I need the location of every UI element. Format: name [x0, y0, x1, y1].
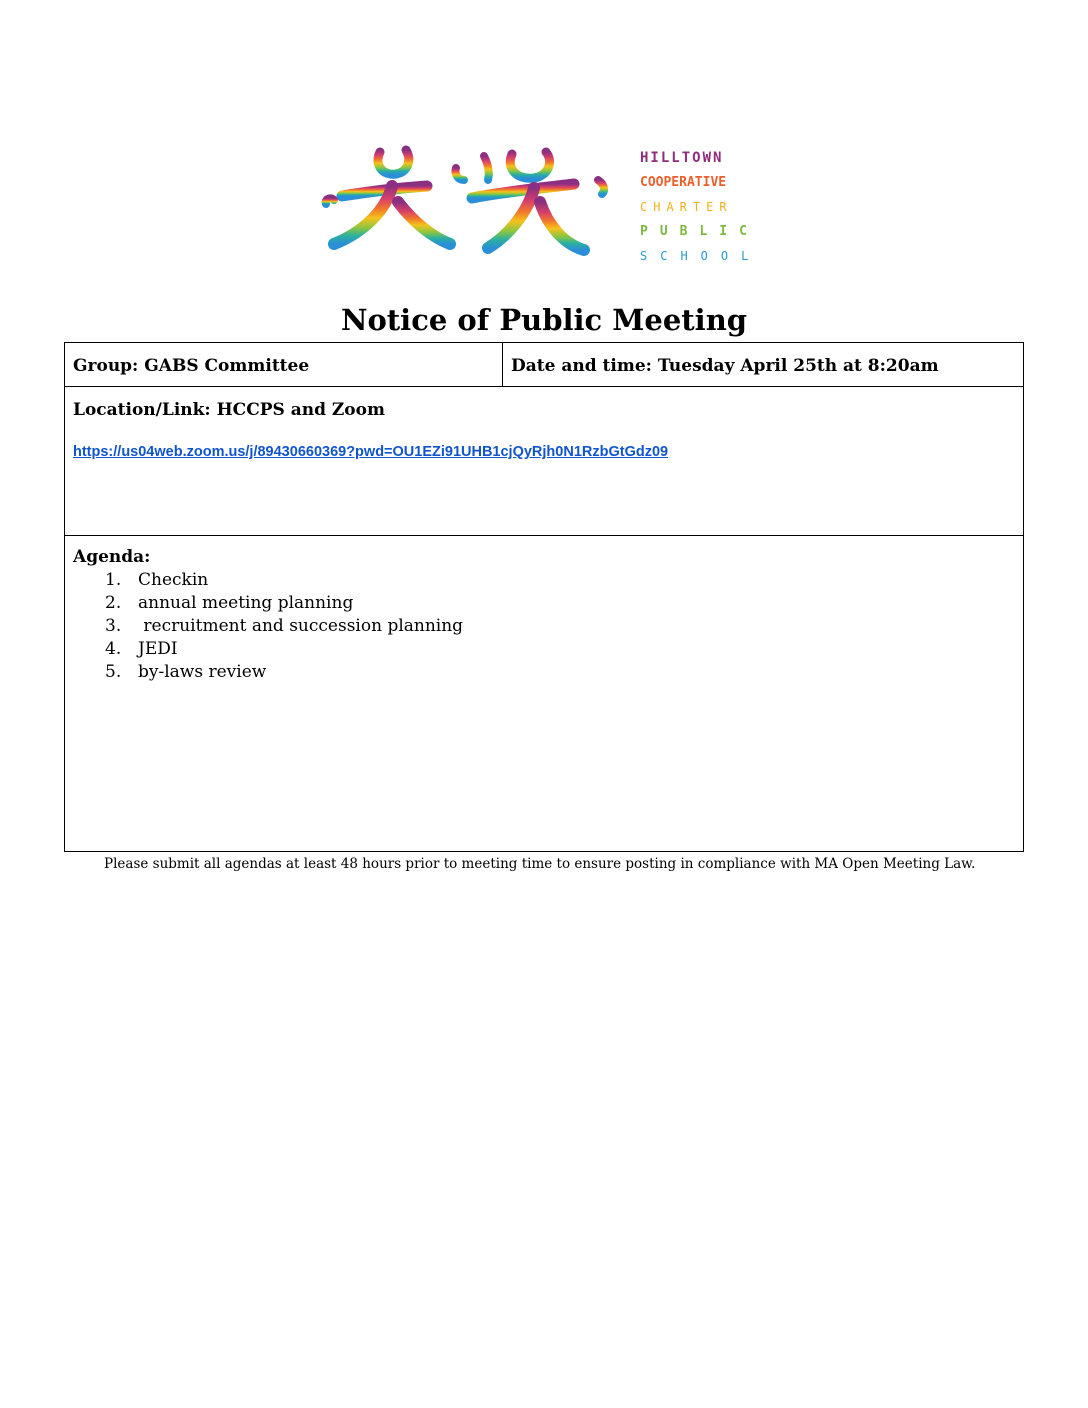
wordmark-line-4: PUBLIC: [640, 223, 759, 239]
meeting-details-table: [64, 342, 1024, 852]
list-item: [105, 661, 463, 684]
location-label: Location/Link: HCCPS and Zoom: [73, 400, 385, 420]
group-label: Group: GABS Committee: [73, 356, 310, 376]
agenda-text: Checkin: [138, 570, 209, 590]
zoom-link[interactable]: https://us04web.zoom.us/j/89430660369?pwd=OU1EZi91UHB1cjQyRjh0N1RzbGtGdz09: [73, 444, 669, 460]
table-row-group-date: [65, 343, 1023, 387]
agenda-number: 1.: [105, 570, 122, 590]
agenda-number: 5.: [105, 662, 122, 682]
school-wordmark: [640, 146, 782, 269]
agenda-text: recruitment and succession planning: [138, 616, 464, 636]
list-item: [105, 569, 463, 592]
agenda-number: 3.: [105, 616, 122, 636]
agenda-text: JEDI: [138, 639, 178, 659]
agenda-label: Agenda:: [73, 547, 151, 567]
wordmark-line-3: CHARTER: [640, 200, 733, 215]
table-row-location: [65, 387, 1023, 536]
agenda-number: 2.: [105, 593, 122, 613]
figures-logo-icon: [312, 140, 612, 268]
list-item: [105, 615, 463, 638]
group-cell: [65, 343, 503, 386]
wordmark-line-2: COOPERATIVE: [640, 174, 727, 190]
table-row-agenda: [65, 536, 1023, 851]
wordmark-line-5: SCHOOL: [640, 249, 762, 264]
date-time-cell: [503, 343, 1023, 386]
date-time-label: Date and time: Tuesday April 25th at 8:20am: [511, 356, 939, 376]
wordmark-line-1: HILLTOWN: [640, 150, 724, 166]
list-item: [105, 592, 463, 615]
submission-footnote: Please submit all agendas at least 48 hours prior to meeting time to ensure posting in compliance with MA Open Meeting Law.: [104, 856, 976, 872]
agenda-text: by-laws review: [138, 662, 267, 682]
page-title: Notice of Public Meeting: [340, 303, 748, 337]
agenda-text: annual meeting planning: [138, 593, 354, 613]
agenda-number: 4.: [105, 639, 122, 659]
list-item: [105, 638, 463, 661]
agenda-list: [105, 569, 463, 684]
school-logo: [312, 140, 782, 268]
